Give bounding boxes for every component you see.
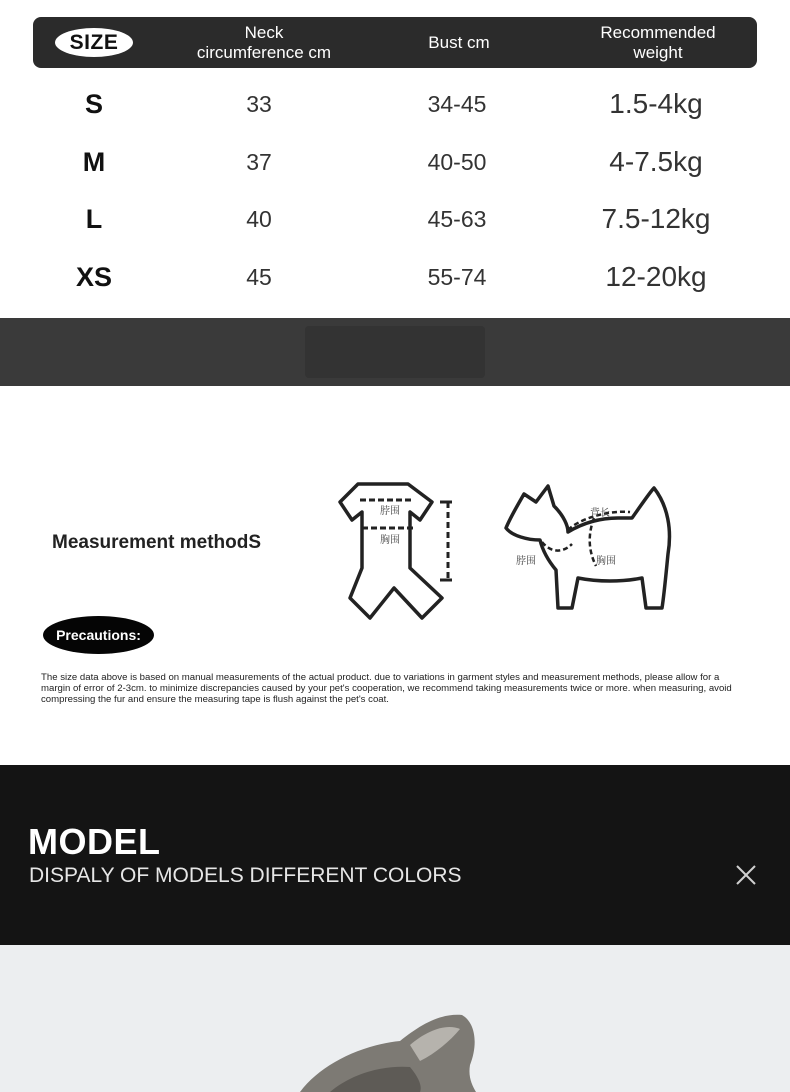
dog-diagram — [502, 478, 678, 614]
divider-band — [0, 318, 790, 386]
row-weight: 1.5-4kg — [609, 88, 703, 119]
dog-chest-label: 胸围 — [596, 556, 616, 567]
header-bust: Bust cm — [428, 32, 490, 52]
table-row — [0, 252, 790, 302]
model-subtitle: DISPALY OF MODELS DIFFERENT COLORS — [29, 864, 462, 887]
dog-photo-shape — [0, 945, 790, 1092]
table-row — [0, 194, 790, 244]
row-neck: 40 — [246, 205, 272, 232]
measurement-label: Measurement methodS — [52, 532, 262, 553]
precautions-badge: Precautions: — [43, 616, 154, 654]
row-size: M — [82, 146, 106, 177]
garment-neck-label: 脖围 — [380, 506, 400, 517]
row-neck: 37 — [246, 148, 272, 175]
model-banner — [0, 765, 790, 945]
dog-back-label: 背长 — [590, 508, 610, 519]
table-row — [0, 137, 790, 187]
garment-chest-label: 胸围 — [380, 535, 400, 546]
row-bust: 55-74 — [427, 263, 487, 290]
row-neck: 45 — [246, 263, 272, 290]
row-neck: 33 — [246, 90, 272, 117]
model-title: MODEL — [28, 821, 161, 862]
row-bust: 34-45 — [427, 90, 487, 117]
header-weight: Recommended weight — [600, 22, 716, 62]
row-size: L — [85, 203, 103, 234]
row-size: XS — [75, 261, 113, 292]
dog-neck-label: 脖围 — [516, 556, 536, 567]
header-neck: Neck circumference cm — [196, 22, 332, 62]
row-weight: 4-7.5kg — [609, 146, 703, 177]
row-bust: 45-63 — [427, 205, 487, 232]
close-icon[interactable] — [735, 864, 757, 886]
size-table-header — [33, 17, 757, 68]
garment-diagram — [322, 476, 462, 622]
row-weight: 7.5-12kg — [601, 203, 711, 234]
table-row — [0, 79, 790, 129]
row-bust: 40-50 — [427, 148, 487, 175]
measurement-note: The size data above is based on manual measurements of the actual product. due to variations in garment styles and measurement methods, please allow for a margin of error of 2-3cm. to minimize discrepancies caused by your pet's cooperation, we recommend taking measurements twice or more. when measuring, avoid compressing the fur and ensure the measuring tape is flush against the pet's coat. — [41, 672, 732, 705]
row-size: S — [84, 88, 103, 119]
band-shape — [305, 326, 485, 378]
row-weight: 12-20kg — [605, 261, 707, 292]
model-photo — [0, 945, 790, 1092]
size-pill: SIZE — [55, 28, 133, 57]
